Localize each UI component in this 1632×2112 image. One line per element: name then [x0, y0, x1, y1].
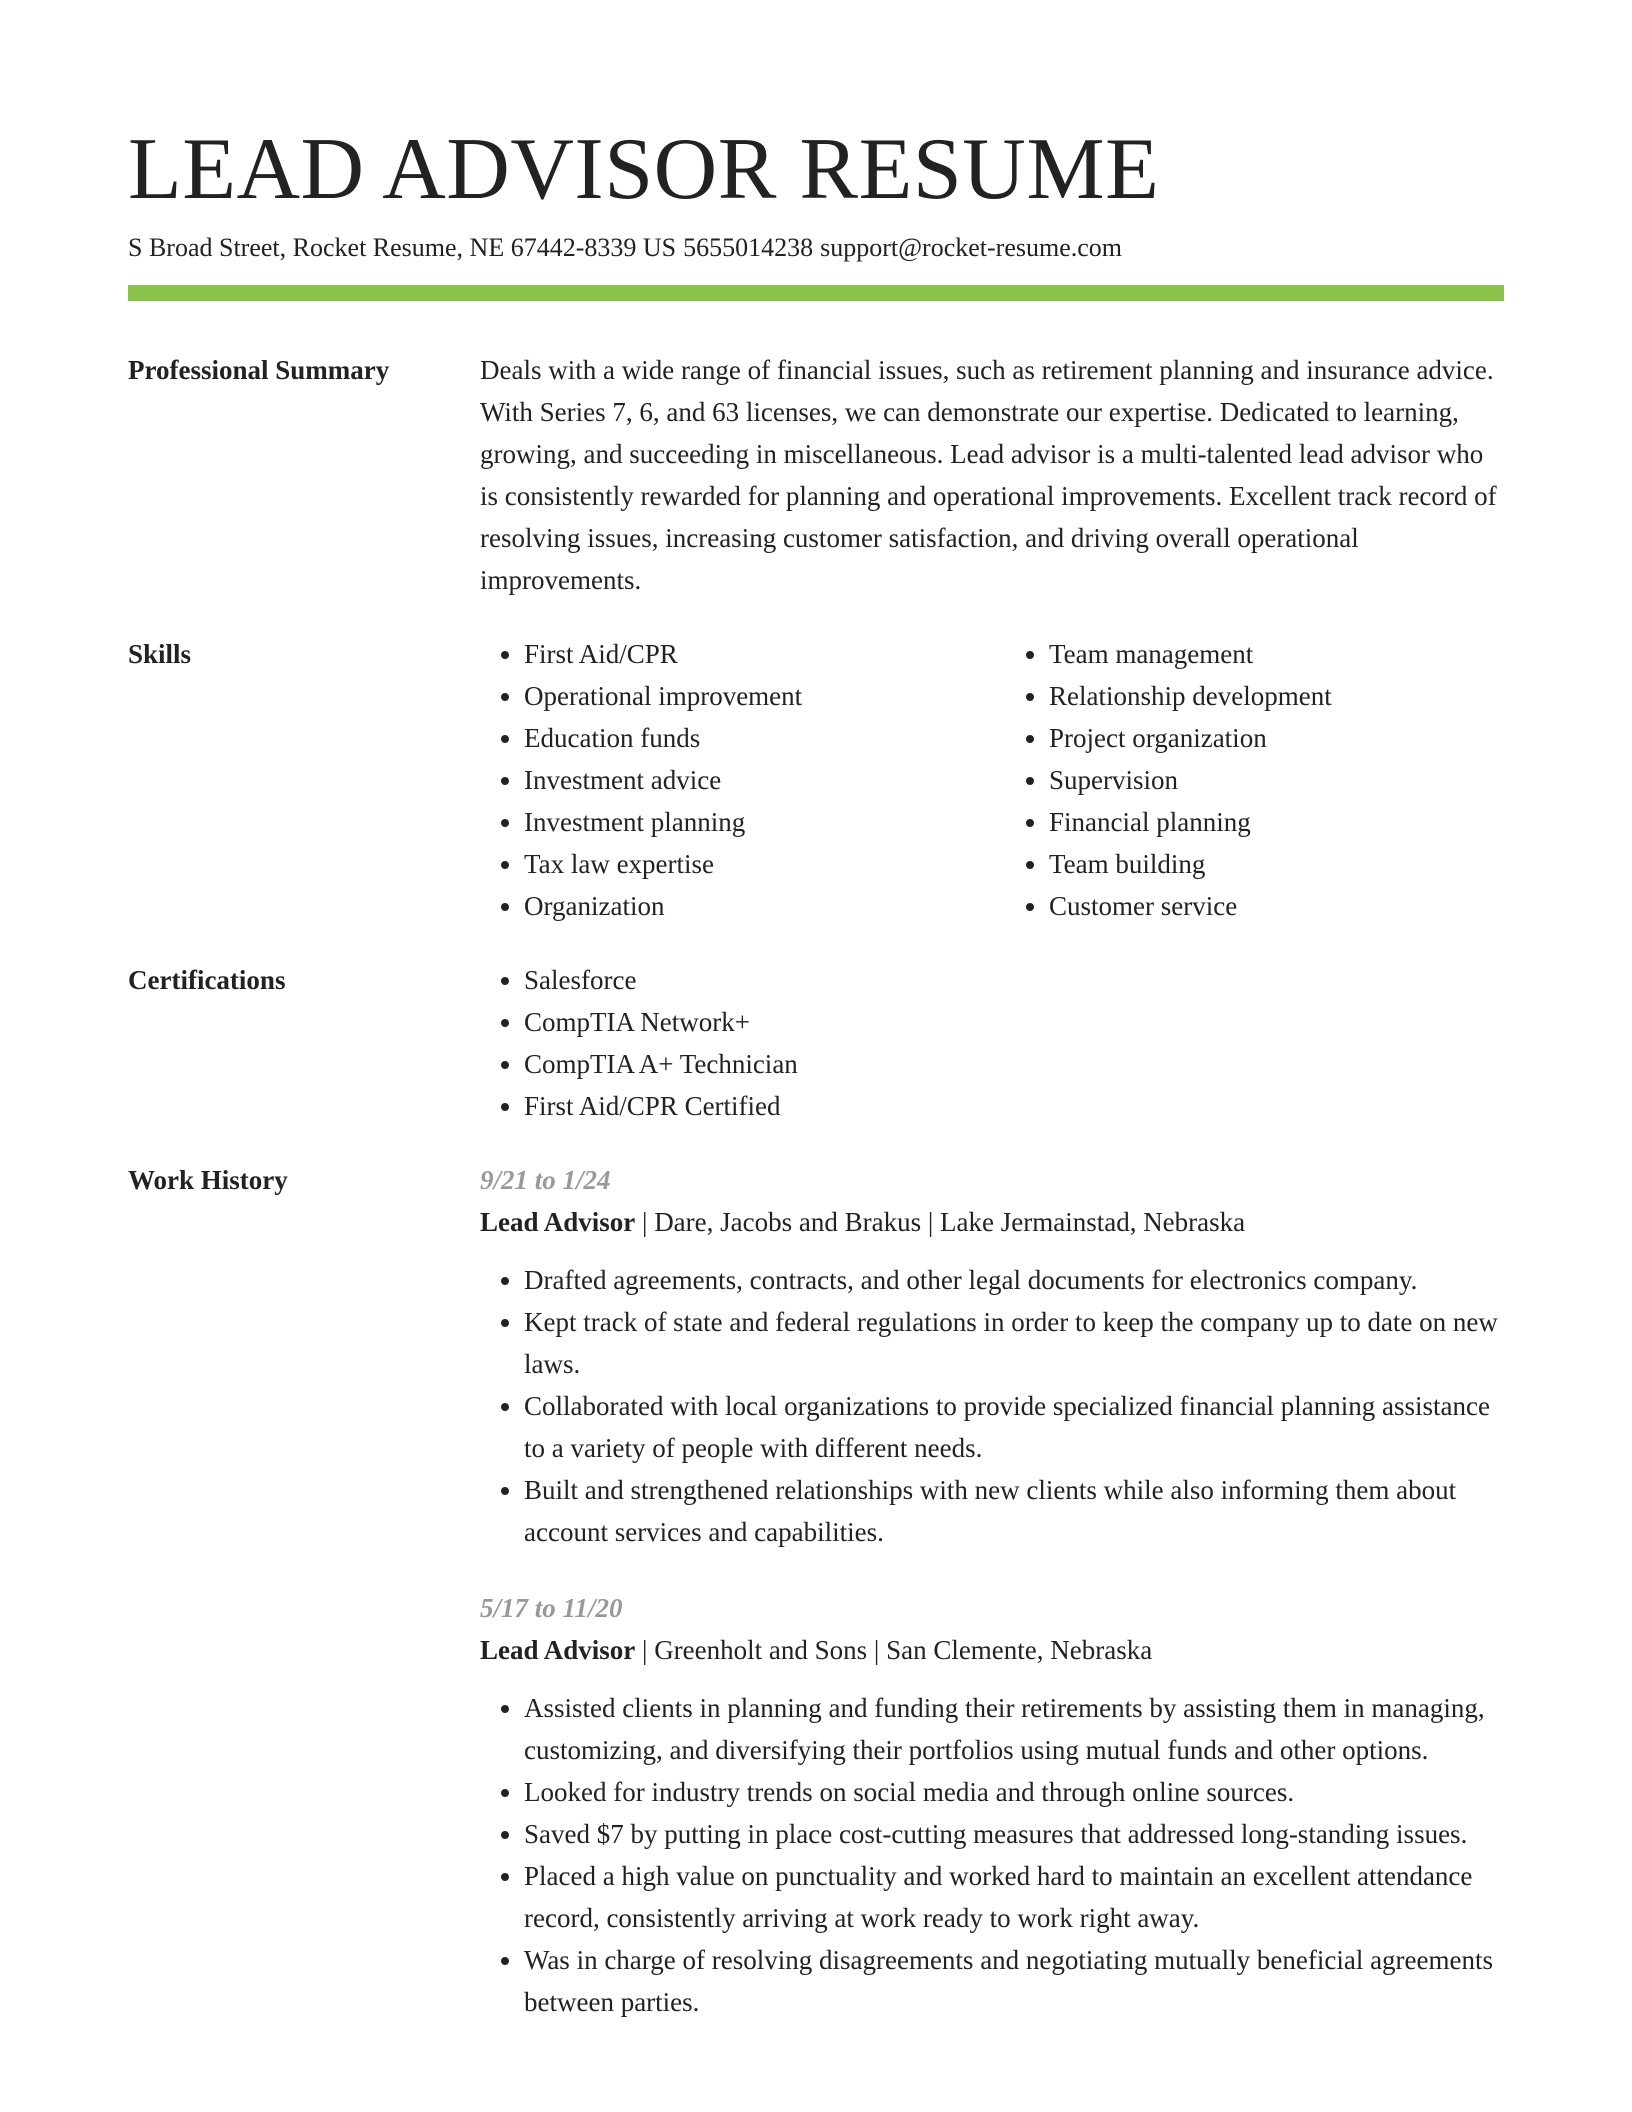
job-bullets: [480, 1687, 1504, 2023]
skills-list-left: [480, 633, 979, 927]
job-bullet: • Saved $7 by putting in place cost-cutting measures that addressed long-standing issues.: [524, 1813, 1504, 1855]
certifications-list: [480, 959, 1504, 1127]
skill-item: • Education funds: [524, 717, 979, 759]
skill-item: • Customer service: [1049, 885, 1504, 927]
summary-text: Deals with a wide range of financial issues, such as retirement planning and insurance advice. With Series 7, 6, and 63 licenses, we can demonstrate our expertise. Dedicated to learning, growing, and succeeding in miscellaneous. Lead advisor is a multi-talented lead advisor who is consistently rewarded for planning and operational improvements. Excellent track record of resolving issues, increasing customer satisfaction, and driving overall operational improvements.: [480, 355, 1497, 595]
certification-item: • CompTIA Network+: [524, 1001, 1504, 1043]
job-bullet: • Kept track of state and federal regulations in order to keep the company up to date on new laws.: [524, 1301, 1504, 1385]
certification-item: • First Aid/CPR Certified: [524, 1085, 1504, 1127]
skills-columns: [480, 633, 1504, 927]
accent-divider: [128, 285, 1504, 301]
summary-heading: Professional Summary: [128, 355, 390, 385]
job-bullet: • Assisted clients in planning and funding their retirements by assisting them in managing, customizing, and diversifying their portfolios using mutual funds and other options.: [524, 1687, 1504, 1771]
job-entry: [480, 1159, 1504, 1553]
skill-item: • Supervision: [1049, 759, 1504, 801]
skill-item: • Investment planning: [524, 801, 979, 843]
job-header: Lead Advisor | Greenholt and Sons | San Clemente, Nebraska: [480, 1635, 1153, 1665]
job-employer: Dare, Jacobs and Brakus: [654, 1207, 922, 1237]
contact-phone: 5655014238: [683, 233, 814, 262]
job-bullet: • Built and strengthened relationships with new clients while also informing them about account services and capabilities.: [524, 1469, 1504, 1553]
job-bullet: • Drafted agreements, contracts, and other legal documents for electronics company.: [524, 1259, 1504, 1301]
job-entry: [480, 1587, 1504, 2023]
certifications-body: [480, 959, 1504, 1127]
skills-list-right: [979, 633, 1504, 927]
skill-item: • Team management: [1049, 633, 1504, 675]
contact-line: [128, 230, 1129, 266]
job-bullets: [480, 1259, 1504, 1553]
skill-item: • Operational improvement: [524, 675, 979, 717]
job-dates: 5/17 to 11/20: [480, 1593, 623, 1623]
work-history-heading: Work History: [128, 1165, 288, 1195]
job-bullet: • Looked for industry trends on social media and through online sources.: [524, 1771, 1504, 1813]
skills-section: [128, 633, 1504, 927]
certification-item: • CompTIA A+ Technician: [524, 1043, 1504, 1085]
job-title: Lead Advisor: [480, 1635, 636, 1665]
resume-sections: [128, 349, 1504, 2089]
skill-item: • Relationship development: [1049, 675, 1504, 717]
job-bullet: • Was in charge of resolving disagreements and negotiating mutually beneficial agreements between parties.: [524, 1939, 1504, 2023]
skill-item: • Tax law expertise: [524, 843, 979, 885]
contact-address: S Broad Street, Rocket Resume, NE 67442-8339 US: [128, 233, 677, 262]
certifications-heading: Certifications: [128, 965, 286, 995]
summary-body: [480, 349, 1504, 601]
skill-item: • First Aid/CPR: [524, 633, 979, 675]
certifications-section: [128, 959, 1504, 1127]
skill-item: • Investment advice: [524, 759, 979, 801]
job-location: Lake Jermainstad, Nebraska: [940, 1207, 1246, 1237]
job-dates: 9/21 to 1/24: [480, 1165, 611, 1195]
job-bullet: • Placed a high value on punctuality and worked hard to maintain an excellent attendance record, consistently arriving at work ready to work right away.: [524, 1855, 1504, 1939]
job-title: Lead Advisor: [480, 1207, 636, 1237]
work-history-body: [480, 1159, 1504, 2057]
job-location: San Clemente, Nebraska: [886, 1635, 1153, 1665]
certification-item: • Salesforce: [524, 959, 1504, 1001]
skills-heading: Skills: [128, 639, 192, 669]
job-header: Lead Advisor | Dare, Jacobs and Brakus | Lake Jermainstad, Nebraska: [480, 1207, 1246, 1237]
contact-email: support@rocket-resume.com: [820, 233, 1123, 262]
skill-item: • Team building: [1049, 843, 1504, 885]
skill-item: • Project organization: [1049, 717, 1504, 759]
job-employer: Greenholt and Sons: [654, 1635, 868, 1665]
resume-title: LEAD ADVISOR RESUME: [128, 121, 1160, 218]
summary-section: [128, 349, 1504, 601]
work-history-section: [128, 1159, 1504, 2057]
skill-item: • Organization: [524, 885, 979, 927]
job-bullet: • Collaborated with local organizations to provide specialized financial planning assistance to a variety of people with different needs.: [524, 1385, 1504, 1469]
skill-item: • Financial planning: [1049, 801, 1504, 843]
